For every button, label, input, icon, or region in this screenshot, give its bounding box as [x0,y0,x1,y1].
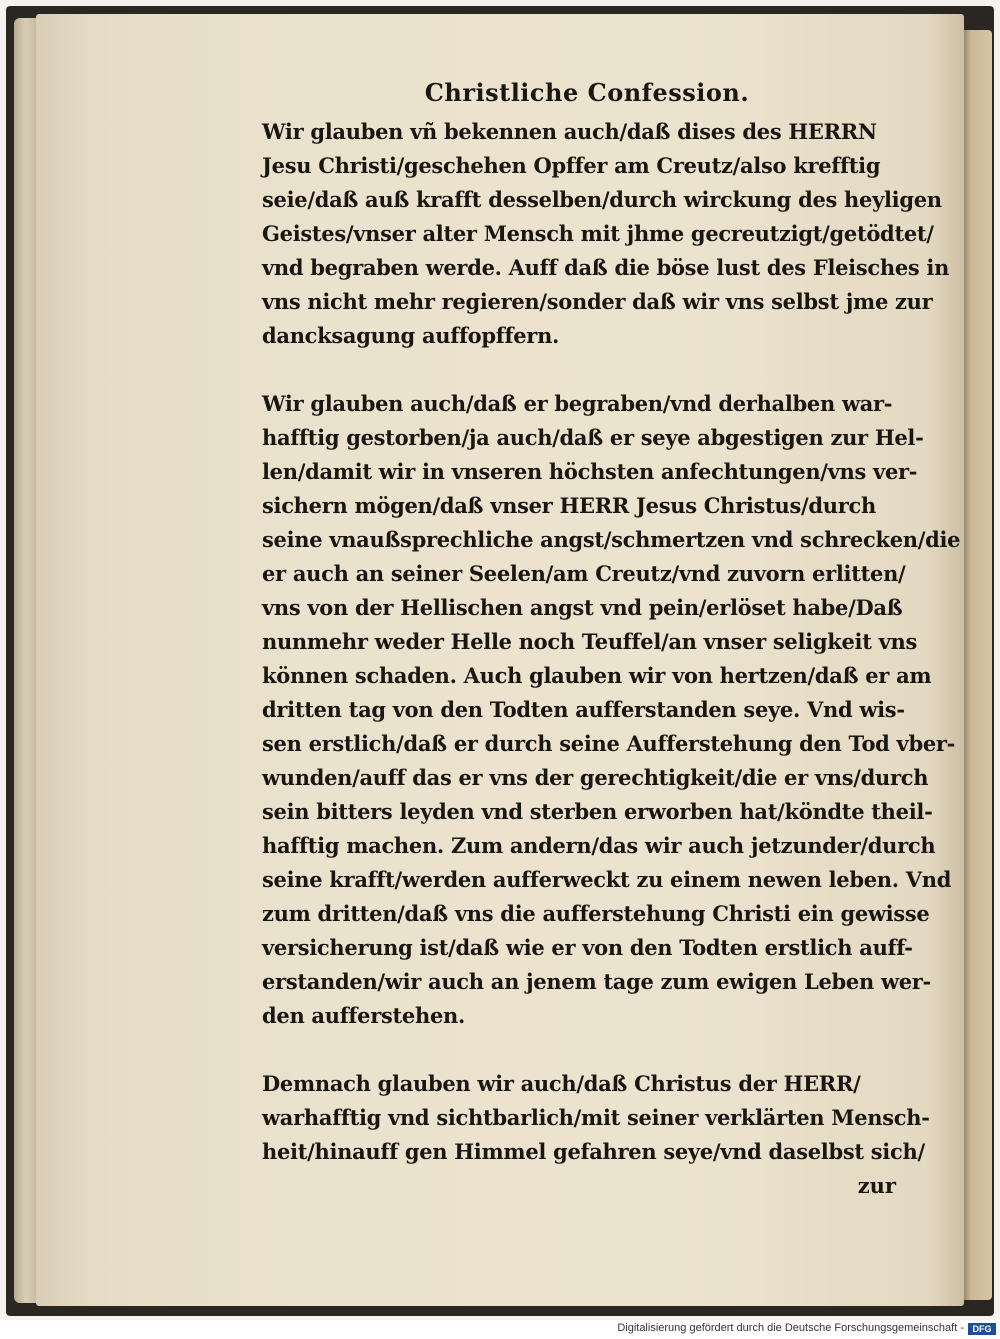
digitization-footer [0,1320,1000,1339]
text-line: erstanden/wir auch an jenem tage zum ewigen Leben wer- [262,969,931,994]
text-line: hafftig machen. Zum andern/das wir auch jetzunder/durch [262,833,936,858]
text-line: sein bitters leyden vnd sterben erworben hat/köndte theil- [262,799,933,824]
text-line: Jesu Christi/geschehen Opffer am Creutz/also krefftig [262,153,881,178]
text-line: können schaden. Auch glauben wir von hertzen/daß er am [262,663,932,688]
dfg-logo-icon: DFG [968,1323,996,1335]
facing-page-edge [962,30,992,1300]
page-text-block [262,78,961,1203]
paragraph-1 [262,115,950,353]
text-line: sen erstlich/daß er durch seine Aufferstehung den Tod vber- [262,731,956,756]
text-line: nunmehr weder Helle noch Teuffel/an vnser seligkeit vns [262,629,918,654]
paragraph-2 [262,387,961,1033]
text-line: er auch an seiner Seelen/am Creutz/vnd zuvorn erlitten/ [262,561,906,586]
catchword: zur [857,1173,896,1198]
text-line: seine vnaußsprechliche angst/schmertzen vnd schrecken/die [262,527,961,552]
funding-credit: Digitalisierung gefördert durch die Deutsche Forschungsgemeinschaft - [617,1322,964,1334]
paragraph-3 [262,1067,930,1169]
text-line: hafftig gestorben/ja auch/daß er seye abgestigen zur Hel- [262,425,924,450]
text-line: dritten tag von den Todten aufferstanden seye. Vnd wis- [262,697,905,722]
paragraph-spacer [262,353,902,387]
text-line: warhafftig vnd sichtbarlich/mit seiner verklärten Mensch- [262,1105,930,1130]
text-line: heit/hinauff gen Himmel gefahren seye/vnd daselbst sich/ [262,1139,925,1164]
text-line: vns von der Hellischen angst vnd pein/erlöset habe/Daß [262,595,903,620]
text-line: versicherung ist/daß wie er von den Todten erstlich auff- [262,935,913,960]
text-line: Wir glauben vñ bekennen auch/daß dises des HERRN [262,119,877,144]
text-line: Demnach glauben wir auch/daß Christus der HERR/ [262,1071,861,1096]
text-line: seie/daß auß krafft desselben/durch wirckung des heyligen [262,187,942,212]
text-line: wunden/auff das er vns der gerechtigkeit/die er vns/durch [262,765,929,790]
text-line: Wir glauben auch/daß er begraben/vnd derhalben war- [262,391,893,416]
text-line: den aufferstehen. [262,1003,465,1028]
text-line: len/damit wir in vnseren höchsten anfechtungen/vns ver- [262,459,918,484]
text-line: zum dritten/daß vns die aufferstehung Christi ein gewisse [262,901,930,926]
text-line: dancksagung auffopffern. [262,323,560,348]
paragraph-spacer [262,1033,902,1067]
text-line: vns nicht mehr regieren/sonder daß wir vns selbst jme zur [262,289,933,314]
text-line: seine krafft/werden aufferweckt zu einem newen leben. Vnd [262,867,952,892]
text-line: Geistes/vnser alter Mensch mit jhme gecreutzigt/getödtet/ [262,221,934,246]
text-line: vnd begraben werde. Auff daß die böse lust des Fleisches in [262,255,950,280]
running-head: Christliche Confession. [424,78,750,107]
text-line: sichern mögen/daß vnser HERR Jesus Christus/durch [262,493,876,518]
